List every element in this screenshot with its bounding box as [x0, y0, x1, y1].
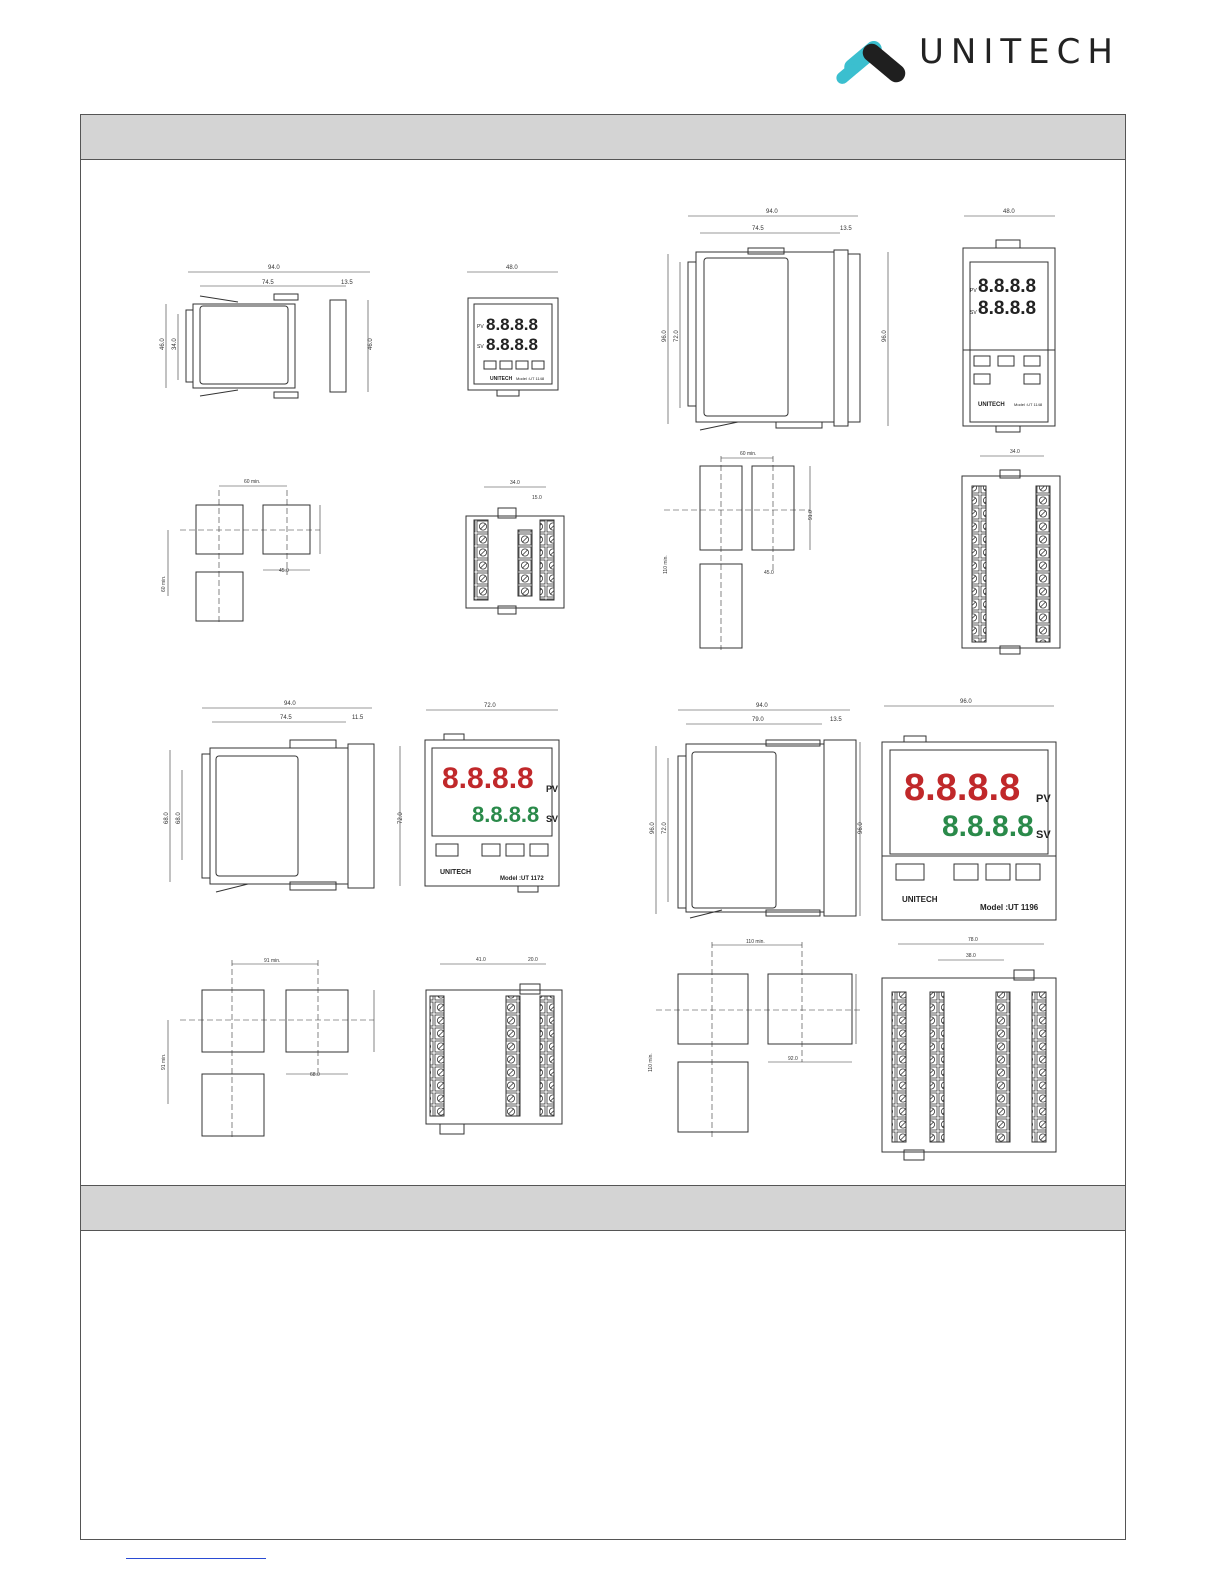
cutout-vertical-size: 91.0 [808, 510, 814, 520]
dim-front-width: 96.0 [960, 699, 972, 705]
dim-case-length: 94.0 [766, 209, 778, 215]
pv-label: PV [1036, 793, 1051, 805]
dim-front-height: 96.0 [882, 330, 888, 342]
dim-case-length: 94.0 [756, 703, 768, 709]
pv-label: PV [546, 784, 559, 794]
dim-panel-height: 96.0 [662, 330, 668, 342]
pv-digits: 8.8.8.8 [978, 276, 1037, 297]
dim-bezel: 13.5 [341, 280, 353, 286]
cutout-vertical-pitch: 110 min. [648, 1053, 654, 1072]
cutout-vertical-pitch: 60 min. [161, 575, 167, 592]
dim-case-length: 94.0 [284, 701, 296, 707]
model-label: Model :UT 1148 [516, 376, 545, 381]
ut1172-side-view [164, 701, 404, 892]
cutout-size: 45.0 [279, 568, 289, 574]
ut1148-side-view [160, 265, 374, 398]
dim-front-width: 48.0 [1003, 209, 1015, 215]
sv-label: SV [546, 814, 559, 824]
sv-label: SV [970, 310, 977, 316]
ut1196-rear-terminals [882, 937, 1056, 1160]
dim-front-height: 72.0 [398, 812, 404, 824]
pv-label: PV [970, 288, 977, 294]
dim-panel-height: 96.0 [650, 822, 656, 834]
pv-label: PV [477, 324, 484, 330]
cutout-pitch: 60 min. [740, 451, 757, 457]
cutout-size: 45.0 [764, 570, 774, 576]
dim-body-height: 68.0 [176, 812, 182, 824]
pv-digits: 8.8.8.8 [442, 762, 534, 795]
terminal-width: 34.0 [510, 480, 520, 486]
cutout-pitch: 60 min. [244, 479, 261, 485]
cutout-pitch: 110 min. [746, 939, 765, 945]
brand-mark: UNITECH [902, 895, 938, 904]
model-label: Model :UT 1196 [980, 903, 1039, 912]
terminal-gap: 38.0 [966, 953, 976, 959]
brand-name: UNITECH [919, 32, 1120, 72]
dim-front-height: 96.0 [858, 822, 864, 834]
pv-digits: 8.8.8.8 [904, 767, 1021, 809]
sv-digits: 8.8.8.8 [978, 298, 1037, 319]
cutout-vertical-pitch: 110 min. [663, 555, 669, 574]
ut1196-cutout [648, 939, 860, 1140]
dim-bezel: 11.5 [352, 715, 364, 721]
ut1172-rear-terminals [426, 957, 562, 1134]
dim-case-length: 94.0 [268, 265, 280, 271]
dim-bezel: 13.5 [840, 226, 852, 232]
brand-mark: UNITECH [978, 402, 1005, 408]
dim-body-height: 72.0 [662, 822, 668, 834]
ut1172-cutout [161, 958, 374, 1140]
terminal-gap: 15.0 [532, 495, 542, 501]
sv-digits: 8.8.8.8 [472, 802, 540, 827]
ut1196-side-view [650, 703, 864, 918]
ut1196-front-view [882, 699, 1056, 920]
ut1148-rear-terminals [466, 480, 564, 614]
footer-link-underline[interactable] [126, 1556, 266, 1559]
model-label: Model :UT 1148 [1014, 402, 1043, 407]
dim-panel-height: 46.0 [160, 338, 166, 350]
sv-digits: 8.8.8.8 [486, 335, 538, 354]
ut1148-cutout [161, 479, 320, 624]
dim-front-height: 46.0 [368, 338, 374, 350]
pv-digits: 8.8.8.8 [486, 315, 538, 334]
ut1196v-cutout [663, 451, 814, 650]
cutout-pitch: 91 min. [264, 958, 281, 964]
cutout-size: 68.0 [310, 1072, 320, 1078]
terminal-width: 34.0 [1010, 449, 1020, 455]
cutout-size: 92.0 [788, 1056, 798, 1062]
dim-body-depth: 79.0 [752, 717, 764, 723]
terminal-width: 78.0 [968, 937, 978, 943]
dim-body-depth: 74.5 [280, 715, 292, 721]
brand-mark: UNITECH [440, 869, 472, 876]
dim-body-height: 34.0 [172, 338, 178, 350]
sv-label: SV [1036, 829, 1051, 841]
ut1172-front-view [425, 703, 559, 892]
ut1148-front-view [467, 265, 558, 396]
dim-panel-height: 68.0 [164, 812, 170, 824]
cutout-vertical-pitch: 91 min. [161, 1053, 167, 1070]
terminal-gap: 20.0 [528, 957, 538, 963]
terminal-width: 41.0 [476, 957, 486, 963]
dim-front-width: 72.0 [484, 703, 496, 709]
dim-front-width: 48.0 [506, 265, 518, 271]
dim-body-depth: 74.5 [752, 226, 764, 232]
brand-mark: UNITECH [490, 376, 513, 382]
ut1196v-side-view [662, 209, 888, 430]
ut1196v-rear-terminals [962, 449, 1060, 654]
dim-body-height: 72.0 [674, 330, 680, 342]
dim-bezel: 13.5 [830, 717, 842, 723]
model-label: Model :UT 1172 [500, 876, 544, 882]
sv-digits: 8.8.8.8 [942, 810, 1034, 843]
ut1196v-front-view [963, 209, 1055, 432]
dim-body-depth: 74.5 [262, 280, 274, 286]
sv-label: SV [477, 344, 484, 350]
